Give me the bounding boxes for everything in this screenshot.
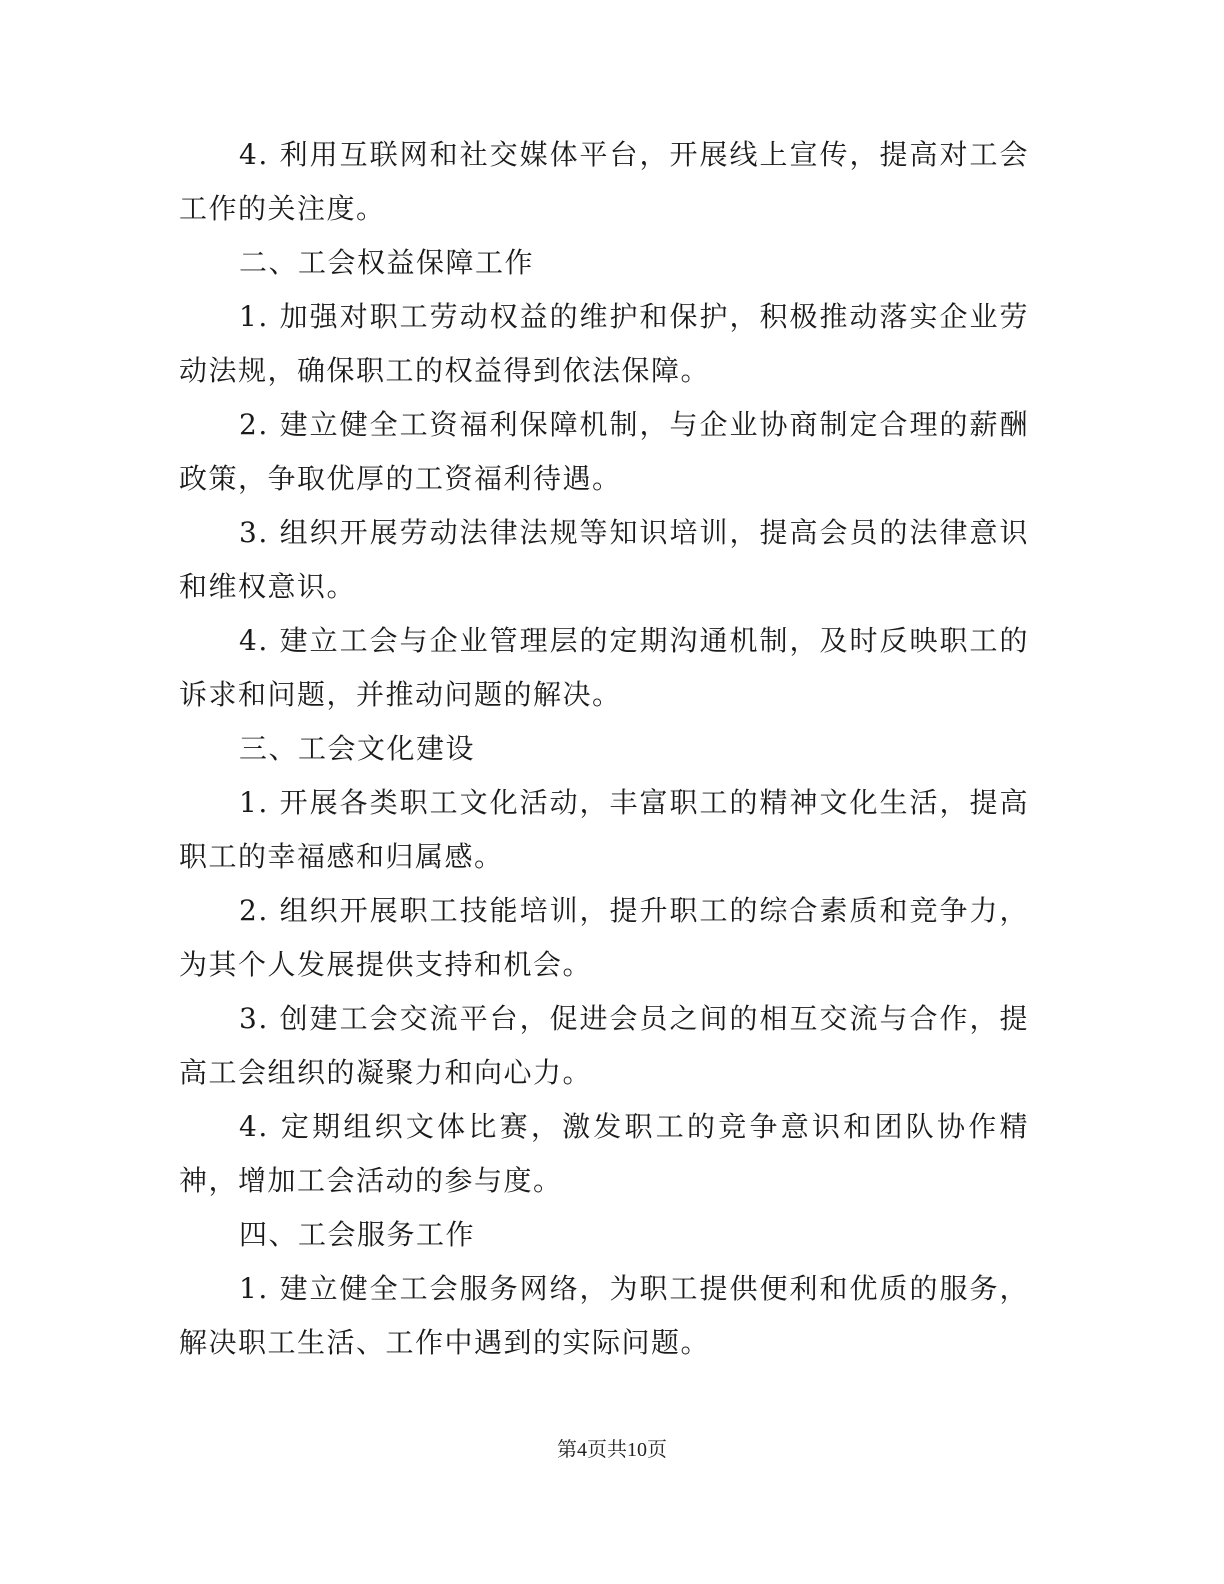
paragraph-item: 1. 开展各类职工文化活动，丰富职工的精神文化生活，提高职工的幸福感和归属感。 — [179, 786, 1029, 873]
document-body — [179, 128, 1029, 1370]
page-number: 第4页共10页 — [557, 1439, 667, 1461]
paragraph-item: 4. 建立工会与企业管理层的定期沟通机制，及时反映职工的诉求和问题，并推动问题的解决。 — [179, 624, 1029, 711]
paragraph-item: 2. 组织开展职工技能培训，提升职工的综合素质和竞争力，为其个人发展提供支持和机会。 — [179, 894, 1029, 981]
paragraph-item: 3. 组织开展劳动法律法规等知识培训，提高会员的法律意识和维权意识。 — [179, 516, 1029, 603]
paragraph-item: 1. 加强对职工劳动权益的维护和保护，积极推动落实企业劳动法规，确保职工的权益得到依法保障。 — [179, 300, 1029, 387]
paragraph-item: 3. 创建工会交流平台，促进会员之间的相互交流与合作，提高工会组织的凝聚力和向心力。 — [179, 1002, 1029, 1089]
paragraph-item: 4. 利用互联网和社交媒体平台，开展线上宣传，提高对工会工作的关注度。 — [179, 138, 1029, 225]
section-heading: 四、工会服务工作 — [239, 1218, 476, 1251]
paragraph-item: 1. 建立健全工会服务网络，为职工提供便利和优质的服务，解决职工生活、工作中遇到的实际问题。 — [179, 1272, 1029, 1359]
section-heading: 二、工会权益保障工作 — [239, 246, 535, 279]
paragraph-item: 4. 定期组织文体比赛，激发职工的竞争意识和团队协作精神，增加工会活动的参与度。 — [179, 1110, 1029, 1197]
section-heading: 三、工会文化建设 — [239, 732, 476, 765]
paragraph-item: 2. 建立健全工资福利保障机制，与企业协商制定合理的薪酬政策，争取优厚的工资福利待遇。 — [179, 408, 1029, 495]
